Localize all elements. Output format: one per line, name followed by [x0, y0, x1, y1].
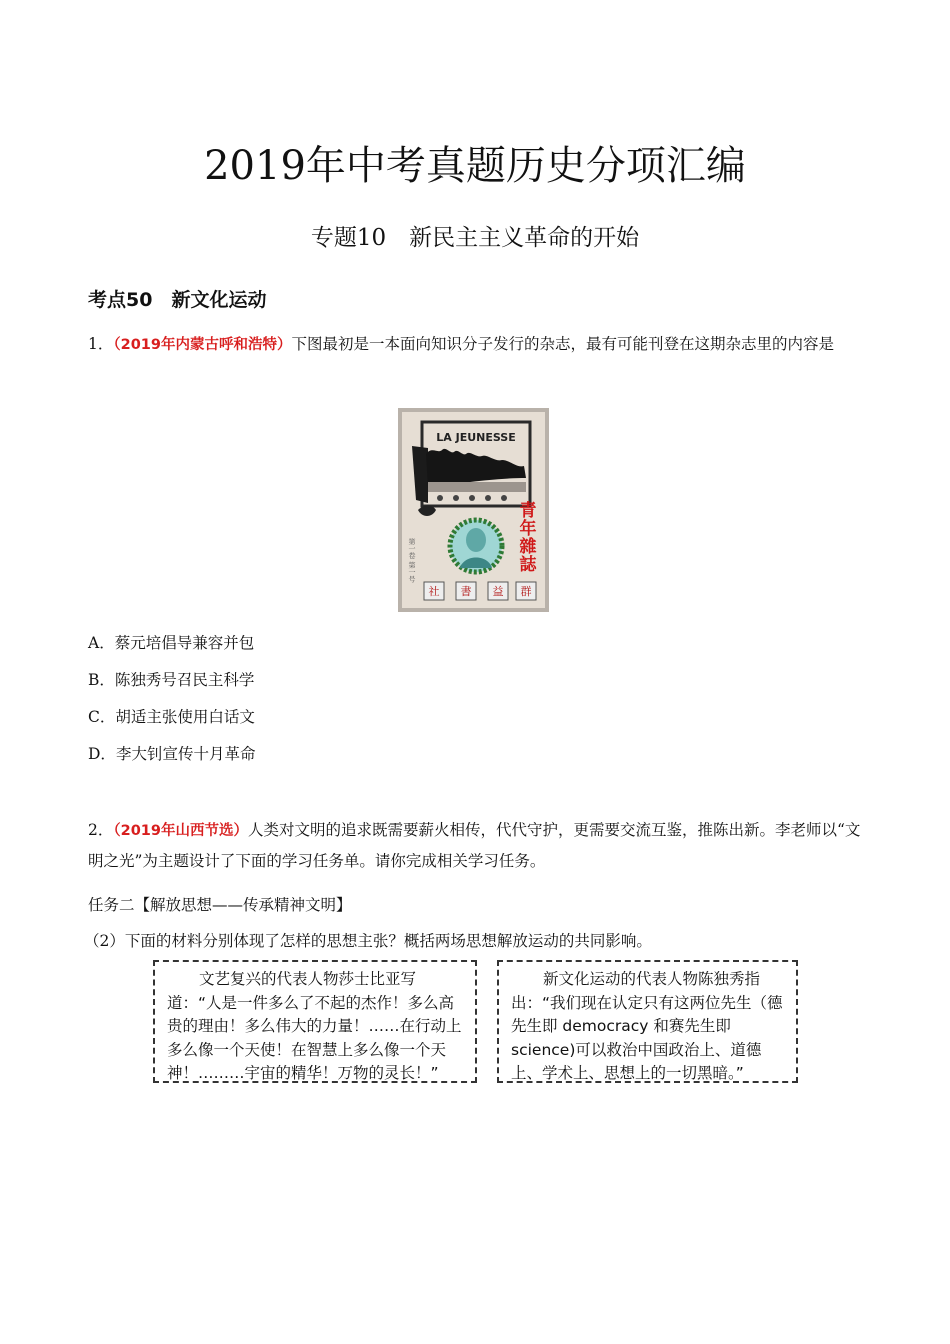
magazine-name-char: 年	[519, 519, 537, 539]
question-2	[88, 815, 868, 876]
sub-question: （2）下面的材料分别体现了怎样的思想主张？概括两场思想解放运动的共同影响。	[84, 932, 652, 950]
material-text: 文艺复兴的代表人物莎士比亚写道：“人是一件多么了不起的杰作！多么高贵的理由！多么伟大的力量！……在行动上多么像一个天使！在智慧上多么像一个天神！………宇宙的精华！万物的灵长！”	[167, 970, 462, 1082]
material-text: 新文化运动的代表人物陈独秀指出：“我们现在认定只有这两位先生（德先生即 democracy 和赛先生即 science)可以救治中国政治上、道德上、学术上、思想上的一切黑暗。”	[511, 970, 783, 1082]
option-b: B．陈独秀号召民主科学	[88, 671, 255, 689]
document-title: 2019年中考真题历史分项汇编	[204, 143, 746, 189]
magazine-name-char: 雜	[519, 537, 537, 557]
task-heading: 任务二【解放思想——传承精神文明】	[88, 896, 352, 914]
magazine-publisher-char: 社	[428, 585, 440, 598]
material-box-new-culture	[497, 960, 798, 1083]
question-source: （2019年内蒙古呼和浩特）	[113, 337, 292, 353]
magazine-side-text: 第一卷 第一号	[408, 538, 416, 583]
option-d: D．李大钊宣传十月革命	[88, 745, 256, 763]
question-source: （2019年山西节选）	[113, 823, 248, 839]
section-heading: 考点50 新文化运动	[88, 289, 267, 311]
topic-subtitle: 专题10 新民主主义革命的开始	[310, 225, 640, 251]
magazine-banner-text: LA JEUNESSE	[436, 431, 516, 444]
option-c: C．胡适主张使用白话文	[88, 708, 255, 726]
question-stem: 下图最初是一本面向知识分子发行的杂志，最有可能刊登在这期杂志里的内容是	[291, 335, 834, 353]
magazine-name-char: 誌	[519, 555, 537, 575]
magazine-publisher-char: 益	[492, 585, 504, 598]
magazine-name-char: 青	[519, 501, 537, 521]
question-1	[88, 329, 868, 360]
magazine-publisher-char: 群	[520, 585, 532, 598]
question-stem: 人类对文明的追求既需要薪火相传，代代守护，更需要交流互鉴，推陈出新。李老师以“文明之光”为主题设计了下面的学习任务单。请你完成相关学习任务。	[88, 821, 861, 870]
magazine-cover-image	[398, 408, 549, 612]
option-a: A．蔡元培倡导兼容并包	[88, 634, 255, 652]
material-box-renaissance	[153, 960, 477, 1083]
question-number: 2．	[88, 821, 114, 839]
magazine-publisher-char: 書	[460, 585, 472, 598]
question-number: 1．	[88, 335, 114, 353]
